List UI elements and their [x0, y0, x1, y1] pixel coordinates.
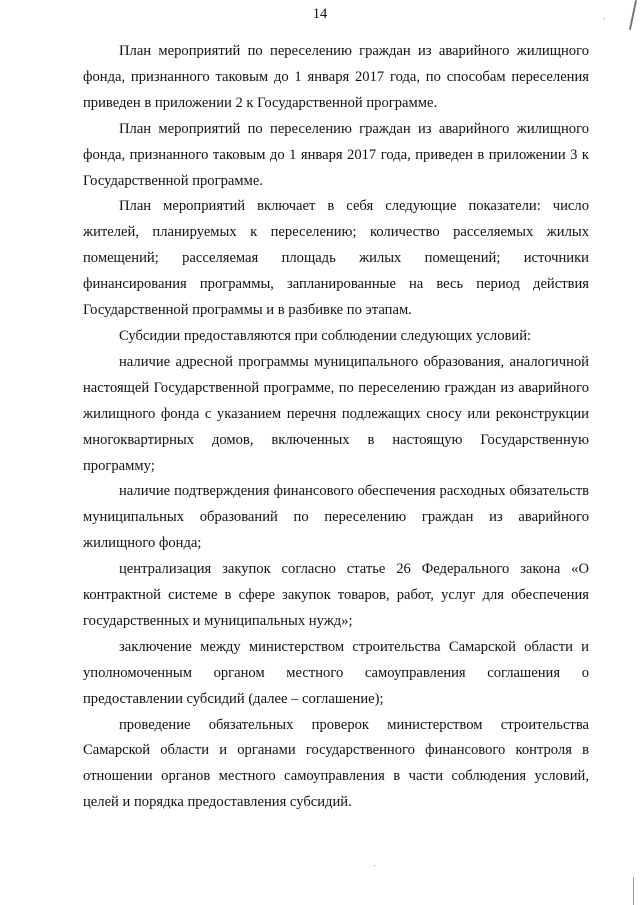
scan-speck: [374, 865, 375, 866]
document-body: [83, 39, 589, 816]
scan-edge-mark: [633, 877, 634, 905]
paragraph: наличие адресной программы муниципального образования, аналогичной настоящей Государственной программе, по переселению граждан из аварийного жилищного фонда с указанием перечня подлежащих сносу или реконструкции многоквартирных домов, включенных в настоящую Государственную программу;: [83, 353, 589, 474]
paragraph: наличие подтверждения финансового обеспечения расходных обязательств муниципальных образований по переселению граждан из аварийного жилищного фонда;: [83, 483, 589, 552]
paragraph: План мероприятий по переселению граждан из аварийного жилищного фонда, признанного таковым до 1 января 2017 года, приведен в приложении 3 к Государственной программе.: [83, 120, 589, 189]
paragraph: Субсидии предоставляются при соблюдении следующих условий:: [119, 327, 532, 344]
paragraph: централизация закупок согласно статье 26 Федерального закона «О контрактной системе в сфере закупок товаров, работ, услуг для обеспечения государственных и муниципальных нужд»;: [83, 561, 589, 629]
paragraph: заключение между министерством строительства Самарской области и уполномоченным органом местного самоуправления соглашения о предоставлении субсидий (далее – соглашение);: [83, 638, 589, 707]
page-number: 14: [312, 6, 328, 22]
paragraph: План мероприятий включает в себя следующие показатели: число жителей, планируемых к переселению; количество расселяемых жилых помещений; расселяемая площадь жилых помещений; источники финансирования программы, запланированные на весь период действия Государственной программы и в разбивке по этапам.: [83, 198, 589, 319]
paragraph: проведение обязательных проверок министерством строительства Самарской области и органами государственного финансового контроля в отношении органов местного самоуправления в части соблюдения условий, целей и порядка предоставления субсидий.: [83, 716, 589, 811]
paragraph: План мероприятий по переселению граждан из аварийного жилищного фонда, признанного таковым до 1 января 2017 года, по способам переселения приведен в приложении 2 к Государственной программе.: [83, 43, 589, 111]
